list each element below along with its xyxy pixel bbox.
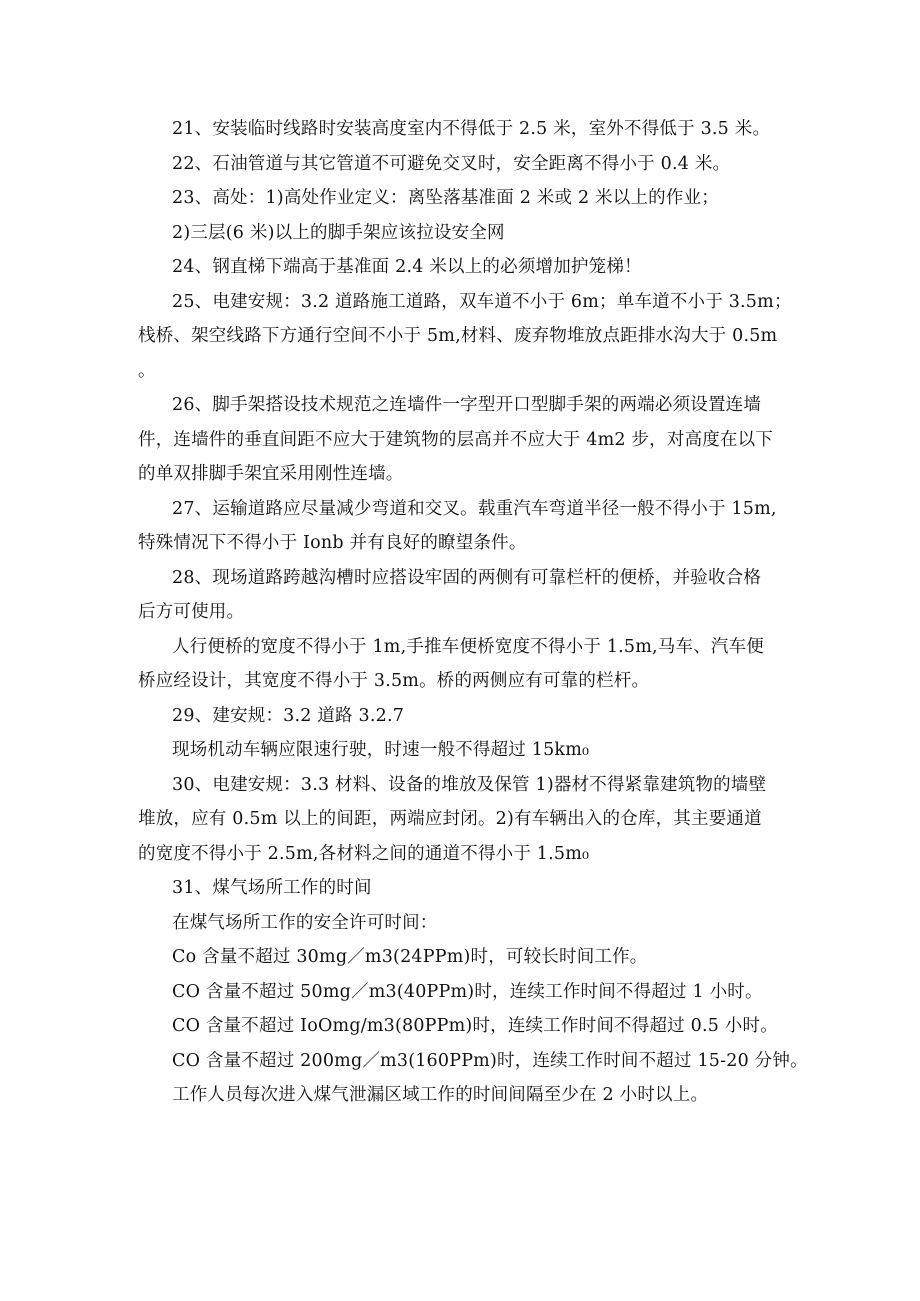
text-line: 堆放，应有 0.5m 以上的间距，两端应封闭。2)有车辆出入的仓库，其主要通道	[138, 809, 762, 829]
text-line: CO 含量不超过 50mg／m3(40PPm)时，连续工作时间不得超过 1 小时。	[172, 981, 763, 1002]
text-line: 24、钢直梯下端高于基准面 2.4 米以上的必须增加护笼梯！	[172, 257, 642, 277]
text-line: 22、石油管道与其它管道不可避免交叉时，安全距离不得小于 0.4 米。	[172, 153, 731, 174]
text-line: 人行便桥的宽度不得小于 1m,手推车便桥宽度不得小于 1.5m,马车、汽车便	[172, 636, 765, 657]
text-line: 2)三层(6 米)以上的脚手架应该拉设安全网	[172, 222, 505, 243]
text-line: 30、电建安规：3.3 材料、设备的堆放及保管 1)器材不得紧靠建筑物的墙壁	[172, 774, 767, 795]
text-line: CO 含量不超过 IoOmg/m3(80PPm)时，连续工作时间不得超过 0.5 小时。	[172, 1016, 778, 1036]
text-line: 桥应经设计，其宽度不得小于 3.5m。桥的两侧应有可靠的栏杆。	[138, 671, 650, 691]
text-line: 工作人员每次进入煤气泄漏区域工作的时间间隔至少在 2 小时以上。	[172, 1085, 709, 1105]
text-line: CO 含量不超过 200mg／m3(160PPm)时，连续工作时间不超过 15-20 分钟。	[172, 1050, 808, 1071]
text-line: 栈桥、架空线路下方通行空间不小于 5m,材料、废弃物堆放点距排水沟大于 0.5m	[138, 326, 778, 346]
text-line: 件，连墙件的垂直间距不应大于建筑物的层高并不应大于 4m2 步，对高度在以下	[138, 429, 774, 450]
document-body	[138, 112, 808, 1113]
text-line: 的单双排脚手架宜采用刚性连墙。	[138, 464, 404, 484]
text-line: 31、煤气场所工作的时间	[172, 878, 372, 898]
text-line: 25、电建安规：3.2 道路施工道路，双车道不小于 6m；单车道不小于 3.5m；	[172, 291, 792, 312]
text-line: 29、建安规：3.2 道路 3.2.7	[172, 705, 405, 726]
text-line: 现场机动车辆应限速行驶，时速一般不得超过 15km₀	[172, 740, 590, 760]
text-line: 27、运输道路应尽量减少弯道和交叉。载重汽车弯道半径一般不得小于 15m,	[172, 498, 777, 519]
text-line: 21、安装临时线路时安装高度室内不得低于 2.5 米，室外不得低于 3.5 米。	[172, 119, 771, 139]
text-line: 23、高处：1)高处作业定义：离坠落基准面 2 米或 2 米以上的作业；	[172, 188, 719, 208]
text-line: Co 含量不超过 30mg／m3(24PPm)时，可较长时间工作。	[172, 947, 648, 967]
text-line: 的宽度不得小于 2.5m,各材料之间的通道不得小于 1.5m₀	[138, 843, 590, 864]
text-line: 26、脚手架搭设技术规范之连墙件一字型开口型脚手架的两端必须设置连墙	[172, 395, 762, 415]
text-line: 特殊情况下不得小于 Ionb 并有良好的瞭望条件。	[138, 533, 527, 553]
text-line: 后方可使用。	[138, 602, 245, 622]
text-line: 。	[138, 360, 156, 381]
text-line: 在煤气场所工作的安全许可时间：	[172, 912, 438, 933]
text-line: 28、现场道路跨越沟槽时应搭设牢固的两侧有可靠栏杆的便桥，并验收合格	[172, 567, 762, 588]
